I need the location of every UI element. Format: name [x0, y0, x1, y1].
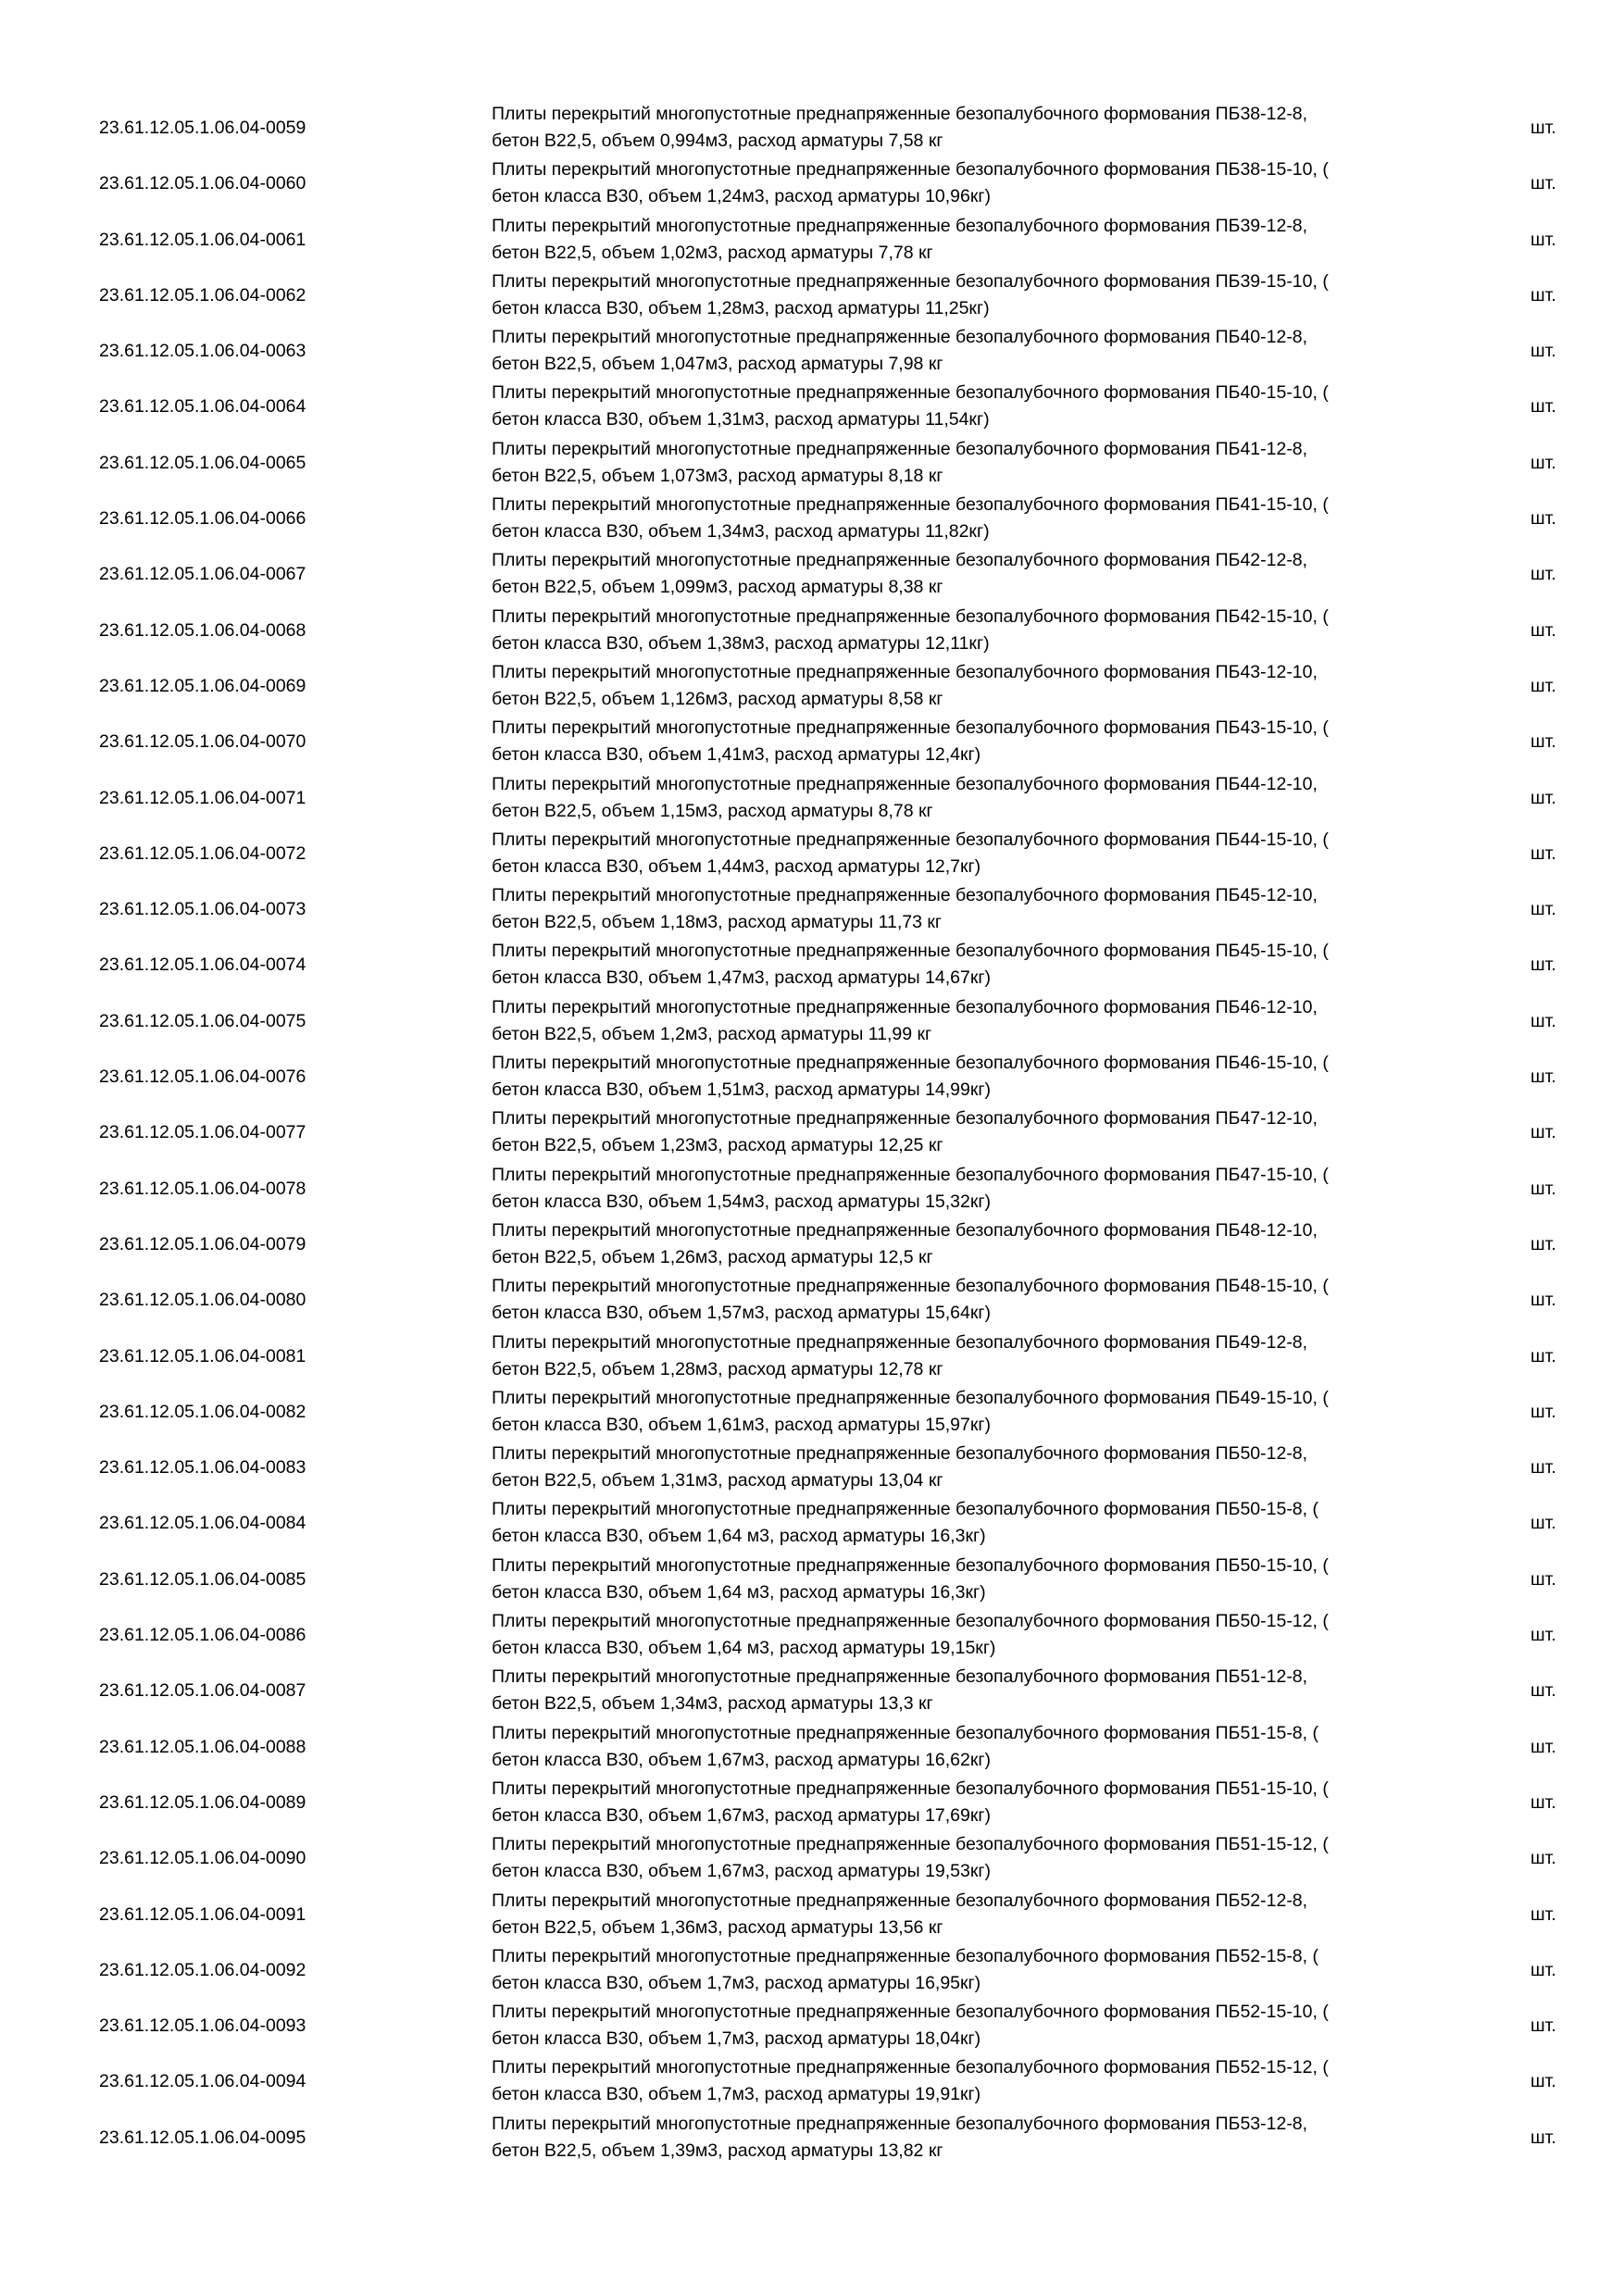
resource-description [492, 1441, 1492, 1494]
resource-description [492, 1385, 1492, 1439]
resource-description [492, 1608, 1492, 1662]
description-line-2: бетон В22,5, объем 1,31м3, расход арматуры 13,04 кг [492, 1470, 943, 1491]
resource-description [492, 547, 1492, 601]
table-row [0, 1942, 1624, 1998]
unit-of-measure: шт. [1530, 787, 1556, 808]
unit-of-measure: шт. [1530, 341, 1556, 362]
resource-description [492, 1720, 1492, 1774]
table-row [0, 1161, 1624, 1217]
description-line-2: бетон В22,5, объем 1,36м3, расход арматуры 13,56 кг [492, 1916, 943, 1938]
unit-of-measure: шт. [1530, 675, 1556, 696]
unit-of-measure: шт. [1530, 1848, 1556, 1869]
description-line-1: Плиты перекрытий многопустотные преднапряженные безопалубочного формования ПБ47-12-10, [492, 1108, 1318, 1129]
resource-code: 23.61.12.05.1.06.04-0064 [99, 396, 306, 418]
description-line-2: бетон класса В30, объем 1,28м3, расход арматуры 11,25кг) [492, 297, 990, 318]
table-row [0, 100, 1624, 156]
resource-description [492, 827, 1492, 880]
description-line-2: бетон В22,5, объем 0,994м3, расход арматуры 7,58 кг [492, 131, 943, 151]
resource-code: 23.61.12.05.1.06.04-0086 [99, 1625, 306, 1646]
resource-code: 23.61.12.05.1.06.04-0068 [99, 619, 306, 641]
table-row [0, 1495, 1624, 1551]
unit-of-measure: шт. [1530, 2071, 1556, 2092]
resource-code: 23.61.12.05.1.06.04-0071 [99, 787, 306, 808]
table-row [0, 1719, 1624, 1775]
description-line-1: Плиты перекрытий многопустотные преднапряженные безопалубочного формования ПБ52-15-8, ( [492, 1945, 1318, 1966]
unit-of-measure: шт. [1530, 1233, 1556, 1254]
resource-code: 23.61.12.05.1.06.04-0087 [99, 1680, 306, 1702]
description-line-1: Плиты перекрытий многопустотные преднапряженные безопалубочного формования ПБ52-12-8, [492, 1890, 1308, 1911]
resource-code: 23.61.12.05.1.06.04-0088 [99, 1736, 306, 1757]
description-line-1: Плиты перекрытий многопустотные преднапряженные безопалубочного формования ПБ49-15-10, ( [492, 1387, 1329, 1408]
description-line-2: бетон класса В30, объем 1,7м3, расход арматуры 18,04кг) [492, 2028, 981, 2050]
resource-description [492, 1664, 1492, 1717]
table-row [0, 1887, 1624, 1942]
description-line-1: Плиты перекрытий многопустотные преднапряженные безопалубочного формования ПБ51-15-10, ( [492, 1778, 1329, 1799]
resource-code: 23.61.12.05.1.06.04-0069 [99, 675, 306, 696]
resource-description [492, 1050, 1492, 1104]
resource-code: 23.61.12.05.1.06.04-0078 [99, 1178, 306, 1199]
table-row [0, 435, 1624, 491]
resource-code: 23.61.12.05.1.06.04-0091 [99, 1903, 306, 1925]
resource-code: 23.61.12.05.1.06.04-0059 [99, 118, 306, 138]
unit-of-measure: шт. [1530, 1345, 1556, 1366]
resource-description [492, 2111, 1492, 2165]
description-line-2: бетон класса В30, объем 1,67м3, расход арматуры 16,62кг) [492, 1749, 992, 1770]
description-line-1: Плиты перекрытий многопустотные преднапряженные безопалубочного формования ПБ50-15-10, ( [492, 1554, 1329, 1576]
table-row [0, 770, 1624, 826]
unit-of-measure: шт. [1530, 1903, 1556, 1925]
description-line-1: Плиты перекрытий многопустотные преднапряженные безопалубочного формования ПБ39-15-10, ( [492, 270, 1329, 292]
resource-code: 23.61.12.05.1.06.04-0079 [99, 1233, 306, 1254]
table-row [0, 546, 1624, 602]
resource-code: 23.61.12.05.1.06.04-0082 [99, 1401, 306, 1422]
description-line-1: Плиты перекрытий многопустотные преднапряженные безопалубочного формования ПБ42-15-10, ( [492, 605, 1329, 627]
resource-code: 23.61.12.05.1.06.04-0083 [99, 1457, 306, 1479]
description-line-1: Плиты перекрытий многопустотные преднапряженные безопалубочного формования ПБ45-15-10, ( [492, 941, 1329, 962]
description-line-2: бетон класса В30, объем 1,38м3, расход арматуры 12,11кг) [492, 632, 990, 654]
description-line-1: Плиты перекрытий многопустотные преднапряженные безопалубочного формования ПБ39-12-8, [492, 215, 1308, 236]
description-line-2: бетон В22,5, объем 1,39м3, расход арматуры 13,82 кг [492, 2140, 943, 2161]
description-line-2: бетон В22,5, объем 1,18м3, расход арматуры 11,73 кг [492, 912, 943, 933]
description-line-1: Плиты перекрытий многопустотные преднапряженные безопалубочного формования ПБ44-15-10, ( [492, 829, 1329, 850]
description-line-1: Плиты перекрытий многопустотные преднапряженные безопалубочного формования ПБ38-15-10, ( [492, 159, 1329, 181]
table-row [0, 1049, 1624, 1104]
description-line-1: Плиты перекрытий многопустотные преднапряженные безопалубочного формования ПБ40-15-10, ( [492, 382, 1329, 404]
table-row [0, 1552, 1624, 1607]
resource-code: 23.61.12.05.1.06.04-0063 [99, 341, 306, 362]
description-line-2: бетон класса В30, объем 1,61м3, расход арматуры 15,97кг) [492, 1414, 992, 1435]
description-line-1: Плиты перекрытий многопустотные преднапряженные безопалубочного формования ПБ53-12-8, [492, 2113, 1308, 2134]
table-row [0, 1830, 1624, 1886]
unit-of-measure: шт. [1530, 2127, 1556, 2148]
description-line-1: Плиты перекрытий многопустотные преднапряженные безопалубочного формования ПБ51-12-8, [492, 1666, 1308, 1688]
table-row [0, 1440, 1624, 1495]
description-line-1: Плиты перекрытий многопустотные преднапряженные безопалубочного формования ПБ41-12-8, [492, 438, 1308, 459]
table-row [0, 881, 1624, 937]
unit-of-measure: шт. [1530, 1680, 1556, 1702]
table-row [0, 993, 1624, 1049]
description-line-2: бетон класса В30, объем 1,67м3, расход арматуры 19,53кг) [492, 1861, 992, 1882]
table-row [0, 1998, 1624, 2053]
table-row [0, 1272, 1624, 1328]
description-line-2: бетон класса В30, объем 1,7м3, расход арматуры 16,95кг) [492, 1972, 981, 1993]
resource-code: 23.61.12.05.1.06.04-0065 [99, 452, 306, 473]
description-line-2: бетон класса В30, объем 1,41м3, расход арматуры 12,4кг) [492, 744, 981, 766]
table-row [0, 2110, 1624, 2165]
description-line-1: Плиты перекрытий многопустотные преднапряженные безопалубочного формования ПБ51-15-8, ( [492, 1722, 1318, 1743]
description-line-2: бетон класса В30, объем 1,47м3, расход арматуры 14,67кг) [492, 967, 992, 989]
description-line-2: бетон В22,5, объем 1,34м3, расход арматуры 13,3 кг [492, 1693, 933, 1715]
unit-of-measure: шт. [1530, 1122, 1556, 1143]
table-row [0, 937, 1624, 992]
resource-description [492, 2054, 1492, 2108]
unit-of-measure: шт. [1530, 1625, 1556, 1646]
resource-code: 23.61.12.05.1.06.04-0072 [99, 842, 306, 864]
unit-of-measure: шт. [1530, 899, 1556, 920]
resource-description [492, 1888, 1492, 1941]
description-line-2: бетон В22,5, объем 1,073м3, расход арматуры 8,18 кг [492, 465, 943, 486]
description-line-2: бетон В22,5, объем 1,099м3, расход арматуры 8,38 кг [492, 577, 943, 598]
resource-code: 23.61.12.05.1.06.04-0074 [99, 955, 306, 976]
table-row [0, 212, 1624, 268]
description-line-1: Плиты перекрытий многопустотные преднапряженные безопалубочного формования ПБ52-15-10, ( [492, 2002, 1329, 2023]
unit-of-measure: шт. [1530, 452, 1556, 473]
unit-of-measure: шт. [1530, 1290, 1556, 1311]
resource-description [492, 213, 1492, 267]
description-line-2: бетон класса В30, объем 1,31м3, расход арматуры 11,54кг) [492, 409, 990, 430]
resource-description [492, 101, 1492, 155]
resource-code: 23.61.12.05.1.06.04-0075 [99, 1010, 306, 1031]
resource-description [492, 771, 1492, 825]
unit-of-measure: шт. [1530, 508, 1556, 530]
unit-of-measure: шт. [1530, 1568, 1556, 1590]
unit-of-measure: шт. [1530, 1178, 1556, 1199]
table-row [0, 1384, 1624, 1440]
table-row [0, 156, 1624, 211]
resource-description [492, 380, 1492, 433]
description-line-2: бетон класса В30, объем 1,57м3, расход арматуры 15,64кг) [492, 1303, 992, 1324]
unit-of-measure: шт. [1530, 564, 1556, 585]
resource-code: 23.61.12.05.1.06.04-0093 [99, 2015, 306, 2037]
description-line-1: Плиты перекрытий многопустотные преднапряженные безопалубочного формования ПБ48-15-10, ( [492, 1276, 1329, 1297]
resource-code: 23.61.12.05.1.06.04-0062 [99, 284, 306, 306]
description-line-1: Плиты перекрытий многопустотные преднапряженные безопалубочного формования ПБ43-15-10, ( [492, 718, 1329, 739]
table-row [0, 826, 1624, 881]
description-line-1: Плиты перекрытий многопустотные преднапряженные безопалубочного формования ПБ43-12-10, [492, 661, 1318, 682]
table-row [0, 1607, 1624, 1663]
description-line-1: Плиты перекрытий многопустотные преднапряженные безопалубочного формования ПБ42-12-8, [492, 550, 1308, 571]
table-row [0, 1217, 1624, 1272]
table-row [0, 603, 1624, 658]
description-line-2: бетон класса В30, объем 1,7м3, расход арматуры 19,91кг) [492, 2084, 981, 2105]
resource-description [492, 268, 1492, 322]
resource-code: 23.61.12.05.1.06.04-0085 [99, 1568, 306, 1590]
resource-description [492, 156, 1492, 210]
resource-code: 23.61.12.05.1.06.04-0060 [99, 173, 306, 194]
description-line-2: бетон класса В30, объем 1,64 м3, расход арматуры 16,3кг) [492, 1581, 986, 1603]
resource-description [492, 659, 1492, 713]
unit-of-measure: шт. [1530, 1791, 1556, 1813]
table-row [0, 491, 1624, 546]
table-row [0, 1663, 1624, 1718]
resource-description [492, 882, 1492, 936]
resource-description [492, 1943, 1492, 1997]
description-line-1: Плиты перекрытий многопустотные преднапряженные безопалубочного формования ПБ49-12-8, [492, 1331, 1308, 1353]
unit-of-measure: шт. [1530, 2015, 1556, 2037]
resource-description [492, 436, 1492, 490]
resource-description [492, 715, 1492, 768]
unit-of-measure: шт. [1530, 118, 1556, 138]
unit-of-measure: шт. [1530, 1959, 1556, 1980]
description-line-1: Плиты перекрытий многопустотные преднапряженные безопалубочного формования ПБ50-15-12, ( [492, 1611, 1329, 1632]
description-line-2: бетон В22,5, объем 1,047м3, расход арматуры 7,98 кг [492, 354, 943, 375]
unit-of-measure: шт. [1530, 1067, 1556, 1088]
description-line-2: бетон класса В30, объем 1,24м3, расход арматуры 10,96кг) [492, 186, 992, 207]
unit-of-measure: шт. [1530, 229, 1556, 250]
resource-code: 23.61.12.05.1.06.04-0077 [99, 1122, 306, 1143]
description-line-2: бетон класса В30, объем 1,44м3, расход арматуры 12,7кг) [492, 855, 981, 877]
description-line-1: Плиты перекрытий многопустотные преднапряженные безопалубочного формования ПБ45-12-10, [492, 885, 1318, 906]
resource-description [492, 1217, 1492, 1271]
resource-code: 23.61.12.05.1.06.04-0070 [99, 731, 306, 753]
resource-description [492, 1329, 1492, 1383]
table-row [0, 379, 1624, 434]
resource-code: 23.61.12.05.1.06.04-0094 [99, 2071, 306, 2092]
description-line-1: Плиты перекрытий многопустотные преднапряженные безопалубочного формования ПБ51-15-12, ( [492, 1834, 1329, 1855]
resource-code: 23.61.12.05.1.06.04-0080 [99, 1290, 306, 1311]
resource-code: 23.61.12.05.1.06.04-0067 [99, 564, 306, 585]
description-line-1: Плиты перекрытий многопустотные преднапряженные безопалубочного формования ПБ47-15-10, ( [492, 1164, 1329, 1185]
table-row [0, 658, 1624, 714]
resource-code: 23.61.12.05.1.06.04-0092 [99, 1959, 306, 1980]
resource-description [492, 492, 1492, 545]
resource-code: 23.61.12.05.1.06.04-0081 [99, 1345, 306, 1366]
resource-description [492, 1496, 1492, 1550]
description-line-1: Плиты перекрытий многопустотные преднапряженные безопалубочного формования ПБ50-15-8, ( [492, 1499, 1318, 1520]
table-row [0, 268, 1624, 323]
description-line-2: бетон В22,5, объем 1,2м3, расход арматуры 11,99 кг [492, 1023, 932, 1044]
unit-of-measure: шт. [1530, 955, 1556, 976]
description-line-1: Плиты перекрытий многопустотные преднапряженные безопалубочного формования ПБ41-15-10, ( [492, 494, 1329, 516]
description-line-1: Плиты перекрытий многопустотные преднапряженные безопалубочного формования ПБ52-15-12, ( [492, 2057, 1329, 2078]
unit-of-measure: шт. [1530, 284, 1556, 306]
unit-of-measure: шт. [1530, 1401, 1556, 1422]
description-line-1: Плиты перекрытий многопустотные преднапряженные безопалубочного формования ПБ46-15-10, ( [492, 1053, 1329, 1074]
resource-description [492, 1273, 1492, 1327]
description-line-1: Плиты перекрытий многопустотные преднапряженные безопалубочного формования ПБ44-12-10, [492, 773, 1318, 794]
table-row [0, 714, 1624, 769]
description-line-2: бетон В22,5, объем 1,28м3, расход арматуры 12,78 кг [492, 1358, 943, 1379]
resource-description [492, 1831, 1492, 1885]
description-line-1: Плиты перекрытий многопустотные преднапряженные безопалубочного формования ПБ46-12-10, [492, 996, 1318, 1017]
table-row [0, 2053, 1624, 2109]
description-line-2: бетон класса В30, объем 1,51м3, расход арматуры 14,99кг) [492, 1079, 992, 1101]
resource-description [492, 604, 1492, 657]
description-line-2: бетон В22,5, объем 1,126м3, расход арматуры 8,58 кг [492, 688, 943, 709]
description-line-2: бетон класса В30, объем 1,64 м3, расход арматуры 16,3кг) [492, 1526, 986, 1547]
resource-code: 23.61.12.05.1.06.04-0095 [99, 2127, 306, 2148]
resource-description [492, 324, 1492, 378]
resource-code: 23.61.12.05.1.06.04-0073 [99, 899, 306, 920]
resource-code: 23.61.12.05.1.06.04-0076 [99, 1067, 306, 1088]
unit-of-measure: шт. [1530, 842, 1556, 864]
unit-of-measure: шт. [1530, 1736, 1556, 1757]
resource-description [492, 994, 1492, 1048]
unit-of-measure: шт. [1530, 1457, 1556, 1479]
description-line-2: бетон класса В30, объем 1,64 м3, расход арматуры 19,15кг) [492, 1638, 996, 1659]
description-line-1: Плиты перекрытий многопустотные преднапряженные безопалубочного формования ПБ48-12-10, [492, 1219, 1318, 1241]
description-line-2: бетон класса В30, объем 1,54м3, расход арматуры 15,32кг) [492, 1191, 992, 1212]
description-line-2: бетон В22,5, объем 1,26м3, расход арматуры 12,5 кг [492, 1246, 933, 1267]
description-line-2: бетон класса В30, объем 1,67м3, расход арматуры 17,69кг) [492, 1804, 992, 1826]
table-row [0, 1104, 1624, 1160]
resource-code: 23.61.12.05.1.06.04-0066 [99, 508, 306, 530]
resource-code: 23.61.12.05.1.06.04-0061 [99, 229, 306, 250]
resource-code: 23.61.12.05.1.06.04-0084 [99, 1513, 306, 1534]
resource-description [492, 1999, 1492, 2053]
resource-description [492, 1553, 1492, 1606]
table-row [0, 323, 1624, 379]
description-line-2: бетон В22,5, объем 1,23м3, расход арматуры 12,25 кг [492, 1135, 943, 1156]
resource-code: 23.61.12.05.1.06.04-0090 [99, 1848, 306, 1869]
resource-code: 23.61.12.05.1.06.04-0089 [99, 1791, 306, 1813]
resource-description [492, 938, 1492, 992]
description-line-2: бетон В22,5, объем 1,15м3, расход арматуры 8,78 кг [492, 800, 933, 821]
table-row [0, 1775, 1624, 1830]
unit-of-measure: шт. [1530, 396, 1556, 418]
unit-of-measure: шт. [1530, 619, 1556, 641]
unit-of-measure: шт. [1530, 173, 1556, 194]
unit-of-measure: шт. [1530, 1513, 1556, 1534]
table-row [0, 1329, 1624, 1384]
resource-description [492, 1776, 1492, 1829]
resource-description [492, 1162, 1492, 1216]
description-line-1: Плиты перекрытий многопустотные преднапряженные безопалубочного формования ПБ38-12-8, [492, 104, 1308, 124]
description-line-2: бетон В22,5, объем 1,02м3, расход арматуры 7,78 кг [492, 242, 933, 263]
description-line-1: Плиты перекрытий многопустотные преднапряженные безопалубочного формования ПБ40-12-8, [492, 327, 1308, 348]
description-line-1: Плиты перекрытий многопустотные преднапряженные безопалубочного формования ПБ50-12-8, [492, 1443, 1308, 1465]
price-list-table [0, 100, 1624, 2165]
unit-of-measure: шт. [1530, 731, 1556, 753]
description-line-2: бетон класса В30, объем 1,34м3, расход арматуры 11,82кг) [492, 521, 990, 543]
unit-of-measure: шт. [1530, 1010, 1556, 1031]
resource-description [492, 1105, 1492, 1159]
